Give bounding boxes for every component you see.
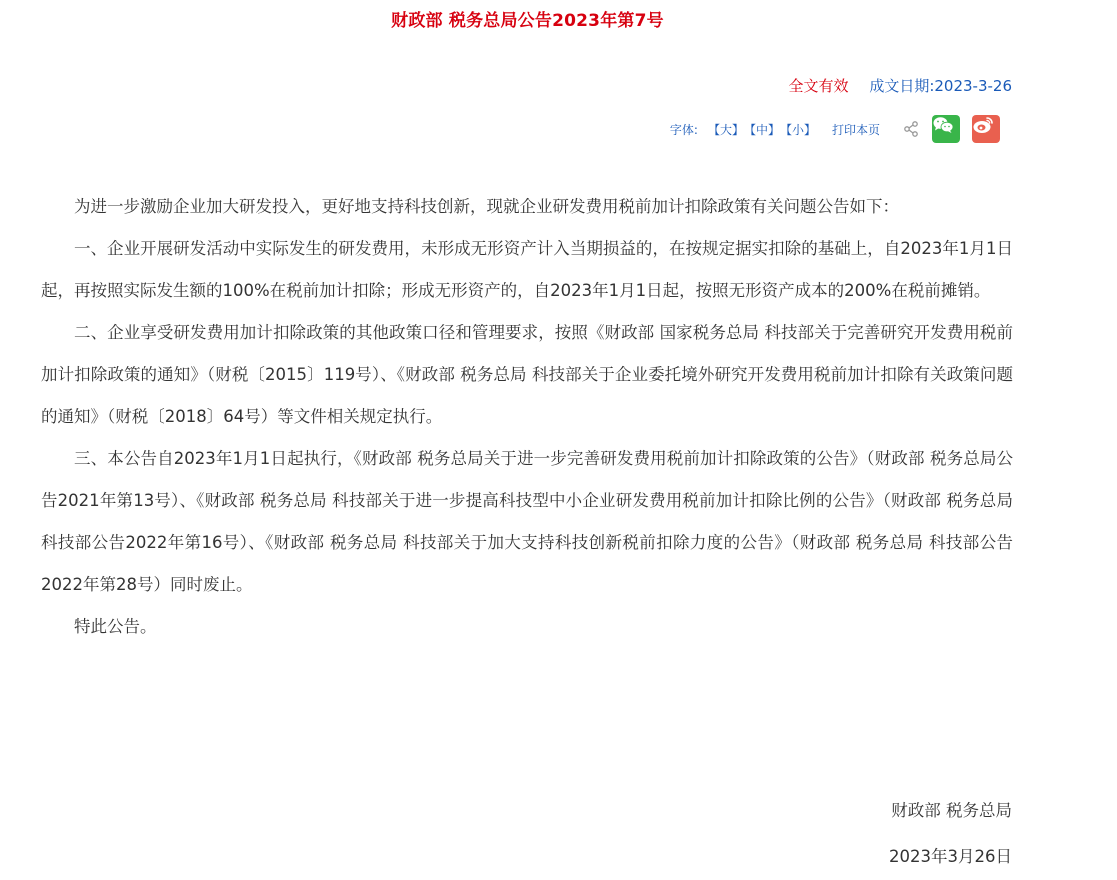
font-size-label: 字体: xyxy=(669,122,698,137)
validity-status: 全文有效 xyxy=(788,77,849,95)
body-paragraph: 二、企业享受研发费用加计扣除政策的其他政策口径和管理要求，按照《财政部 国家税务总局 科技部关于完善研究开发费用税前加计扣除政策的通知》（财税〔2015〕119号）、《财政部 税务总局 科技部关于企业委托境外研究开发费用税前加计扣除有关政策问题的通知》（财税〔2018〕64号）等文件相关规定执行。 xyxy=(41,323,1013,426)
print-button[interactable]: 打印本页 xyxy=(831,122,880,137)
document-date: 成文日期:2023-3-26 xyxy=(869,77,1012,95)
font-size-medium-button[interactable]: 【中】 xyxy=(743,122,780,137)
toolbar xyxy=(670,115,1000,143)
signature-date: 2023年3月26日 xyxy=(889,847,1012,866)
body-paragraph: 一、企业开展研发活动中实际发生的研发费用，未形成无形资产计入当期损益的，在按规定据实扣除的基础上，自2023年1月1日起，再按照实际发生额的100%在税前加计扣除；形成无形资产的，自2023年1月1日起，按照无形资产成本的200%在税前摊销。 xyxy=(41,239,1013,300)
wechat-share-icon[interactable] xyxy=(932,115,960,143)
font-size-large-button[interactable]: 【大】 xyxy=(707,122,744,137)
meta-row xyxy=(789,75,1012,96)
document-title: 财政部 税务总局公告2023年第7号 xyxy=(391,11,664,31)
share-icon[interactable] xyxy=(902,120,920,138)
weibo-share-icon[interactable] xyxy=(972,115,1000,143)
body-paragraph: 为进一步激励企业加大研发投入，更好地支持科技创新，现就企业研发费用税前加计扣除政策有关问题公告如下： xyxy=(74,197,899,216)
document-body xyxy=(41,186,1013,648)
body-paragraph: 特此公告。 xyxy=(74,617,157,636)
body-paragraph: 三、本公告自2023年1月1日起执行，《财政部 税务总局关于进一步完善研发费用税前加计扣除政策的公告》（财政部 税务总局公告2021年第13号）、《财政部 税务总局 科技部关于进一步提高科技型中小企业研发费用税前加计扣除比例的公告》（财政部 税务总局 科技部公告2022年第16号）、《财政部 税务总局 科技部关于加大支持科技创新税前扣除力度的公告》（财政部 税务总局 科技部公告2022年第28号）同时废止。 xyxy=(41,449,1013,594)
font-size-small-button[interactable]: 【小】 xyxy=(779,122,816,137)
issuing-authority: 财政部 税务总局 xyxy=(891,801,1012,820)
